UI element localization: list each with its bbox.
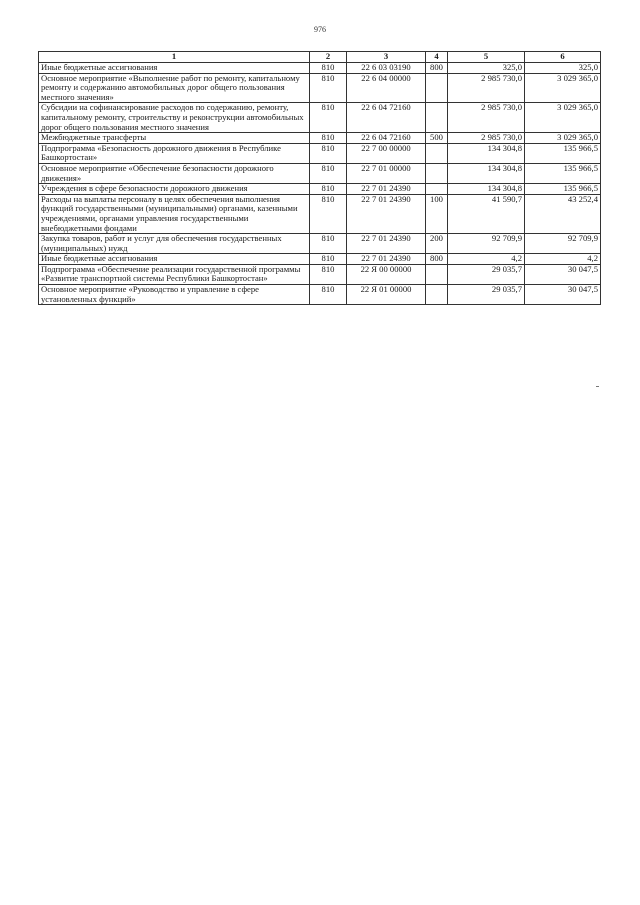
column-header: 2: [310, 52, 347, 63]
row-col6: 135 966,5: [525, 143, 601, 163]
row-col5: 4,2: [448, 254, 525, 265]
row-col6: 92 709,9: [525, 234, 601, 254]
row-col5: 29 035,7: [448, 264, 525, 284]
row-col2: 810: [310, 285, 347, 305]
row-name: Подпрограмма «Безопасность дорожного движения в Республике Башкортостан»: [39, 143, 310, 163]
table-row: [39, 143, 601, 163]
row-col5: 29 035,7: [448, 285, 525, 305]
row-col4: [426, 285, 448, 305]
column-header: 5: [448, 52, 525, 63]
row-col2: 810: [310, 194, 347, 233]
row-col5: 134 304,8: [448, 163, 525, 183]
scan-mark: [596, 386, 599, 387]
row-col5: 92 709,9: [448, 234, 525, 254]
row-col4: 500: [426, 133, 448, 144]
row-name: Иные бюджетные ассигнования: [39, 63, 310, 74]
row-name: Подпрограмма «Обеспечение реализации государственной программы «Развитие транспортной системы Республики Башкортостан»: [39, 264, 310, 284]
row-col6: 43 252,4: [525, 194, 601, 233]
table-row: [39, 285, 601, 305]
row-col2: 810: [310, 143, 347, 163]
row-col3: 22 6 04 00000: [347, 73, 426, 103]
row-col5: 134 304,8: [448, 184, 525, 195]
row-name: Субсидии на софинансирование расходов по содержанию, ремонту, капитальному ремонту, строительству и реконструкции автомобильных дорог общего пользования местного значения: [39, 103, 310, 133]
row-col5: 2 985 730,0: [448, 133, 525, 144]
column-header: 3: [347, 52, 426, 63]
row-col4: 800: [426, 254, 448, 265]
row-col4: 200: [426, 234, 448, 254]
table-row: [39, 264, 601, 284]
table-row: [39, 103, 601, 133]
table-row: [39, 194, 601, 233]
row-name: Иные бюджетные ассигнования: [39, 254, 310, 265]
row-col4: [426, 184, 448, 195]
row-name: Основное мероприятие «Выполнение работ по ремонту, капитальному ремонту и содержанию автомобильных дорог общего пользования местного значения»: [39, 73, 310, 103]
row-col6: 3 029 365,0: [525, 73, 601, 103]
table-row: [39, 133, 601, 144]
row-col2: 810: [310, 73, 347, 103]
row-col2: 810: [310, 254, 347, 265]
row-col3: 22 7 01 00000: [347, 163, 426, 183]
row-col2: 810: [310, 264, 347, 284]
row-col4: [426, 143, 448, 163]
table-row: [39, 73, 601, 103]
row-col5: 41 590,7: [448, 194, 525, 233]
row-col3: 22 Я 01 00000: [347, 285, 426, 305]
row-col3: 22 6 04 72160: [347, 103, 426, 133]
row-col6: 135 966,5: [525, 184, 601, 195]
table-row: [39, 234, 601, 254]
table-row: [39, 163, 601, 183]
column-header: 6: [525, 52, 601, 63]
row-col3: 22 7 01 24390: [347, 184, 426, 195]
row-col2: 810: [310, 103, 347, 133]
column-header: 4: [426, 52, 448, 63]
row-col5: 2 985 730,0: [448, 73, 525, 103]
header-row: [39, 52, 601, 63]
row-col6: 3 029 365,0: [525, 133, 601, 144]
row-col3: 22 7 01 24390: [347, 194, 426, 233]
row-col6: 4,2: [525, 254, 601, 265]
row-col4: 100: [426, 194, 448, 233]
row-col3: 22 7 00 00000: [347, 143, 426, 163]
table-row: [39, 184, 601, 195]
row-col2: 810: [310, 63, 347, 74]
table-row: [39, 254, 601, 265]
row-col4: [426, 73, 448, 103]
row-col6: 3 029 365,0: [525, 103, 601, 133]
page-number: 976: [314, 25, 326, 34]
budget-table: [38, 51, 601, 305]
row-col6: 325,0: [525, 63, 601, 74]
row-name: Закупка товаров, работ и услуг для обеспечения государственных (муниципальных) нужд: [39, 234, 310, 254]
row-col6: 30 047,5: [525, 285, 601, 305]
row-col4: [426, 103, 448, 133]
column-header: 1: [39, 52, 310, 63]
row-name: Основное мероприятие «Руководство и управление в сфере установленных функций»: [39, 285, 310, 305]
row-col6: 135 966,5: [525, 163, 601, 183]
row-col3: 22 7 01 24390: [347, 254, 426, 265]
row-col5: 2 985 730,0: [448, 103, 525, 133]
row-col2: 810: [310, 133, 347, 144]
row-col6: 30 047,5: [525, 264, 601, 284]
row-col5: 134 304,8: [448, 143, 525, 163]
row-col4: [426, 264, 448, 284]
row-name: Учреждения в сфере безопасности дорожного движения: [39, 184, 310, 195]
row-col3: 22 6 04 72160: [347, 133, 426, 144]
row-name: Расходы на выплаты персоналу в целях обеспечения выполнения функций государственными (муниципальными) органами, казенными учреждениями, органами управления государственными внебюджетными фондами: [39, 194, 310, 233]
table-row: [39, 63, 601, 74]
row-name: Межбюджетные трансферты: [39, 133, 310, 144]
row-col4: 800: [426, 63, 448, 74]
row-col2: 810: [310, 234, 347, 254]
row-name: Основное мероприятие «Обеспечение безопасности дорожного движения»: [39, 163, 310, 183]
row-col3: 22 6 03 03190: [347, 63, 426, 74]
row-col2: 810: [310, 163, 347, 183]
row-col5: 325,0: [448, 63, 525, 74]
row-col2: 810: [310, 184, 347, 195]
row-col4: [426, 163, 448, 183]
row-col3: 22 7 01 24390: [347, 234, 426, 254]
row-col3: 22 Я 00 00000: [347, 264, 426, 284]
